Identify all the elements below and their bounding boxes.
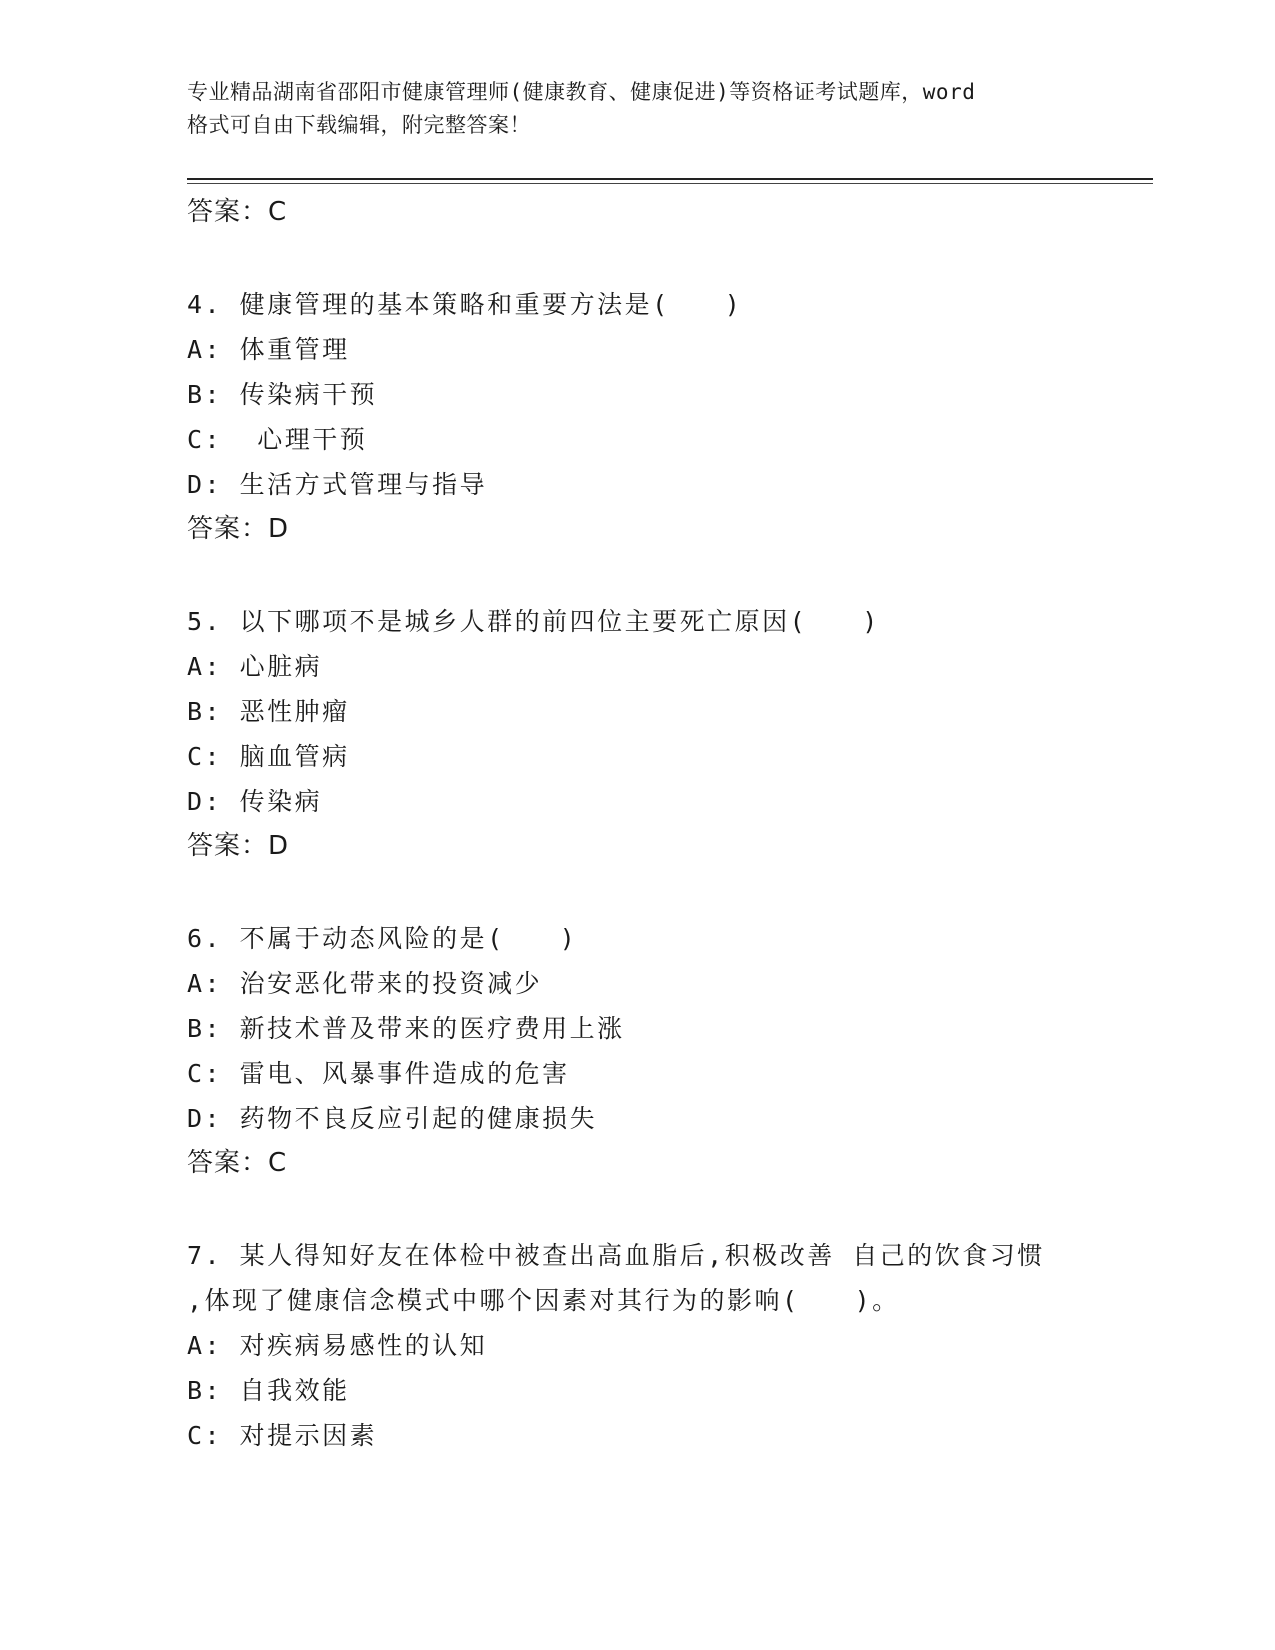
option-b: B: 新技术普及带来的医疗费用上涨: [187, 1014, 625, 1043]
option-a: A: 体重管理: [187, 335, 350, 364]
header-divider-thin: [187, 183, 1153, 184]
option-a: A: 治安恶化带来的投资减少: [187, 969, 543, 998]
answer-line: 答案：C: [187, 1148, 288, 1178]
option-b: B: 自我效能: [187, 1376, 350, 1405]
option-c: C: 雷电、风暴事件造成的危害: [187, 1059, 570, 1088]
option-c: C: 心理干预: [187, 425, 368, 454]
spacer: [187, 868, 1147, 916]
question-stem: 4. 健康管理的基本策略和重要方法是( ): [187, 290, 743, 319]
question-block: [187, 1233, 1147, 1458]
option-d: D: 传染病: [187, 787, 323, 816]
question-block: [187, 282, 1147, 551]
spacer: [187, 1185, 1147, 1233]
option-d: D: 生活方式管理与指导: [187, 470, 488, 499]
question-stem-line-2: ,体现了健康信念模式中哪个因素对其行为的影响( )。: [187, 1286, 900, 1315]
question-stem: 5. 以下哪项不是城乡人群的前四位主要死亡原因( ): [187, 607, 880, 636]
option-a: A: 对疾病易感性的认知: [187, 1331, 488, 1360]
option-d: D: 药物不良反应引起的健康损失: [187, 1104, 598, 1133]
option-b: B: 传染病干预: [187, 380, 378, 409]
option-c: C: 对提示因素: [187, 1421, 378, 1450]
option-a: A: 心脏病: [187, 652, 323, 681]
question-stem: 6. 不属于动态风险的是( ): [187, 924, 578, 953]
answer-line: 答案：D: [187, 514, 290, 544]
answer-line: 答案：C: [187, 197, 288, 227]
question-block: [187, 599, 1147, 868]
option-c: C: 脑血管病: [187, 742, 350, 771]
question-stem-line-1: 7. 某人得知好友在体检中被查出高血脂后,积极改善 自己的饮食习惯: [187, 1241, 1045, 1270]
spacer: [187, 234, 1147, 282]
question-block: [187, 916, 1147, 1185]
header-line-2: 格式可自由下载编辑，附完整答案！: [187, 113, 531, 137]
spacer: [187, 551, 1147, 599]
question-list: [187, 190, 1147, 1458]
document-header: [187, 76, 1087, 142]
option-b: B: 恶性肿瘤: [187, 697, 350, 726]
header-divider-thick: [187, 178, 1153, 180]
answer-line: 答案：D: [187, 831, 290, 861]
header-line-1: 专业精品湖南省邵阳市健康管理师(健康教育、健康促进)等资格证考试题库，word: [187, 80, 976, 104]
